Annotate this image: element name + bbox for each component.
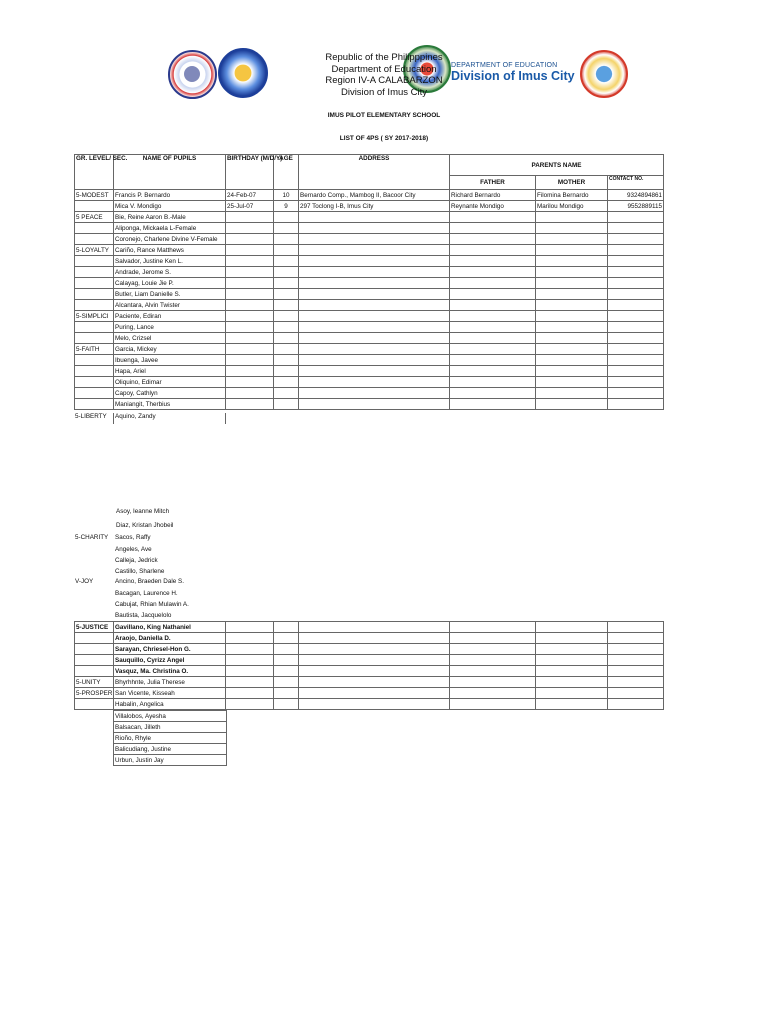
birthday-cell bbox=[226, 655, 274, 666]
pupil-name-cell: Bhyrhhnte, Julia Therese bbox=[114, 677, 226, 688]
loose-pupil-name: Sacos, Raffy bbox=[115, 534, 151, 541]
father-cell bbox=[450, 344, 536, 355]
age-cell bbox=[274, 677, 299, 688]
mother-cell bbox=[536, 267, 608, 278]
address-cell bbox=[299, 267, 450, 278]
section-cell bbox=[75, 256, 114, 267]
birthday-cell bbox=[226, 212, 274, 223]
address-cell bbox=[299, 245, 450, 256]
table-row bbox=[114, 711, 227, 722]
loose-pupil-name: Bautista, Jacquelolo bbox=[115, 612, 172, 619]
father-cell bbox=[450, 399, 536, 410]
address-cell bbox=[299, 677, 450, 688]
table-row bbox=[75, 344, 664, 355]
contact-cell bbox=[608, 633, 664, 644]
section-cell bbox=[75, 333, 114, 344]
table-row bbox=[75, 223, 664, 234]
table-row bbox=[75, 267, 664, 278]
birthday-cell bbox=[226, 245, 274, 256]
age-cell bbox=[274, 399, 299, 410]
birthday-cell bbox=[226, 355, 274, 366]
pupil-name-cell: Aliponga, Mickaela L-Female bbox=[114, 223, 226, 234]
col-name-header: NAME OF PUPILS bbox=[114, 155, 226, 190]
birthday-cell bbox=[226, 699, 274, 710]
table-row bbox=[75, 333, 664, 344]
contact-cell bbox=[608, 355, 664, 366]
birthday-cell bbox=[226, 677, 274, 688]
table-row bbox=[75, 212, 664, 223]
father-cell bbox=[450, 655, 536, 666]
section-cell bbox=[75, 267, 114, 278]
contact-cell bbox=[608, 256, 664, 267]
age-cell bbox=[274, 212, 299, 223]
age-cell: 10 bbox=[274, 190, 299, 201]
table-row bbox=[75, 245, 664, 256]
contact-cell bbox=[608, 366, 664, 377]
father-cell bbox=[450, 377, 536, 388]
table-row bbox=[75, 311, 664, 322]
section-cell bbox=[75, 655, 114, 666]
table-row bbox=[75, 666, 664, 677]
age-cell bbox=[274, 245, 299, 256]
section-cell: 5-JUSTICE bbox=[75, 622, 114, 633]
age-cell bbox=[274, 388, 299, 399]
pupil-name-cell: Francis P. Bernardo bbox=[114, 190, 226, 201]
table-row bbox=[75, 366, 664, 377]
section-cell bbox=[75, 289, 114, 300]
mother-cell bbox=[536, 633, 608, 644]
table-row bbox=[75, 278, 664, 289]
table-row bbox=[75, 300, 664, 311]
father-cell bbox=[450, 666, 536, 677]
age-cell: 9 bbox=[274, 201, 299, 212]
age-cell bbox=[274, 666, 299, 677]
col-contact-header: CONTACT NO. bbox=[608, 176, 664, 190]
father-cell bbox=[450, 289, 536, 300]
contact-cell bbox=[608, 388, 664, 399]
address-cell bbox=[299, 344, 450, 355]
address-cell bbox=[299, 666, 450, 677]
birthday-cell bbox=[226, 300, 274, 311]
age-cell bbox=[274, 622, 299, 633]
father-cell: Richard Bernardo bbox=[450, 190, 536, 201]
birthday-cell bbox=[226, 666, 274, 677]
pupil-name-cell: Cariño, Rance Matthews bbox=[114, 245, 226, 256]
pupil-name-cell: Gavillano, King Nathaniel bbox=[114, 622, 226, 633]
pupil-name-cell: Paciente, Ediran bbox=[114, 311, 226, 322]
table-row bbox=[75, 388, 664, 399]
liberty-left-border bbox=[113, 413, 114, 424]
birthday-cell bbox=[226, 256, 274, 267]
table-row bbox=[75, 256, 664, 267]
age-cell bbox=[274, 688, 299, 699]
address-cell bbox=[299, 278, 450, 289]
table-row bbox=[75, 190, 664, 201]
contact-cell bbox=[608, 644, 664, 655]
mother-cell bbox=[536, 366, 608, 377]
age-cell bbox=[274, 333, 299, 344]
contact-cell bbox=[608, 677, 664, 688]
address-cell bbox=[299, 644, 450, 655]
mother-cell bbox=[536, 622, 608, 633]
section-cell: 5-FAITH bbox=[75, 344, 114, 355]
mother-cell bbox=[536, 355, 608, 366]
address-cell bbox=[299, 223, 450, 234]
age-cell bbox=[274, 366, 299, 377]
birthday-cell bbox=[226, 644, 274, 655]
table-row bbox=[75, 655, 664, 666]
contact-cell bbox=[608, 278, 664, 289]
father-cell bbox=[450, 644, 536, 655]
contact-cell bbox=[608, 699, 664, 710]
mother-cell bbox=[536, 256, 608, 267]
pupil-name-cell: Hapa, Ariel bbox=[114, 366, 226, 377]
section-cell: 5-PROSPER bbox=[76, 689, 113, 697]
pupil-name-cell: Salvador, Justine Ken L. bbox=[114, 256, 226, 267]
pupil-name-cell: Calayag, Louie Jie P. bbox=[114, 278, 226, 289]
table-row bbox=[75, 644, 664, 655]
pupil-name-cell: Andrade, Jerome S. bbox=[114, 267, 226, 278]
loose-pupil-name: Asoy, Ieanne Mitch bbox=[116, 508, 170, 515]
birthday-cell bbox=[226, 388, 274, 399]
birthday-cell bbox=[226, 622, 274, 633]
age-cell bbox=[274, 655, 299, 666]
age-cell bbox=[274, 223, 299, 234]
liberty-section: 5-LIBERTY bbox=[75, 413, 107, 420]
mother-cell: Filomina Bernardo bbox=[536, 190, 608, 201]
father-cell bbox=[450, 278, 536, 289]
liberty-name: Aquino, Zandy bbox=[115, 413, 156, 420]
address-cell bbox=[299, 289, 450, 300]
birthday-cell: 25-Jul-07 bbox=[226, 201, 274, 212]
section-cell: 5-SIMPLICI bbox=[75, 311, 114, 322]
section-cell bbox=[75, 300, 114, 311]
section-cell bbox=[75, 388, 114, 399]
loose-pupil-name: Calleja, Jedrick bbox=[115, 557, 158, 564]
birthday-cell bbox=[226, 311, 274, 322]
father-cell bbox=[450, 677, 536, 688]
deped-big-text: Division of Imus City bbox=[451, 69, 575, 83]
father-cell bbox=[450, 633, 536, 644]
table-row bbox=[75, 633, 664, 644]
address-cell bbox=[299, 688, 450, 699]
mother-cell bbox=[536, 399, 608, 410]
pupil-name-cell: Balsacan, Jilleth bbox=[114, 722, 227, 733]
deped-small-text: DEPARTMENT OF EDUCATION bbox=[451, 62, 558, 69]
age-cell bbox=[274, 267, 299, 278]
address-cell bbox=[299, 655, 450, 666]
age-cell bbox=[274, 377, 299, 388]
contact-cell bbox=[608, 622, 664, 633]
header-line-1: Republic of the Philipppines bbox=[325, 52, 443, 63]
father-cell bbox=[450, 245, 536, 256]
mother-cell bbox=[536, 278, 608, 289]
father-cell bbox=[450, 366, 536, 377]
contact-cell bbox=[608, 245, 664, 256]
contact-cell bbox=[608, 377, 664, 388]
pupil-name-cell: San Vicente, Kisseah bbox=[114, 688, 226, 699]
contact-cell bbox=[608, 234, 664, 245]
contact-cell bbox=[608, 311, 664, 322]
pupil-name-cell: Puring, Lance bbox=[114, 322, 226, 333]
age-cell bbox=[274, 289, 299, 300]
section-cell bbox=[75, 355, 114, 366]
section-cell: 5 PEACE bbox=[75, 212, 114, 223]
age-cell bbox=[274, 344, 299, 355]
father-cell bbox=[450, 333, 536, 344]
father-cell bbox=[450, 355, 536, 366]
address-cell bbox=[299, 355, 450, 366]
contact-cell bbox=[608, 212, 664, 223]
section-cell bbox=[75, 223, 114, 234]
section-cell bbox=[75, 666, 114, 677]
age-cell bbox=[274, 699, 299, 710]
list-title: LIST OF 4PS ( SY 2017-2018) bbox=[339, 135, 429, 142]
table-row bbox=[75, 377, 664, 388]
header-line-2: Department of Education bbox=[331, 64, 437, 75]
father-cell bbox=[450, 311, 536, 322]
address-cell bbox=[299, 256, 450, 267]
col-mother-header: MOTHER bbox=[536, 176, 608, 190]
age-cell bbox=[274, 322, 299, 333]
age-cell bbox=[274, 633, 299, 644]
pupil-name-cell: Urbun, Justin Jay bbox=[114, 755, 227, 766]
father-cell bbox=[450, 223, 536, 234]
contact-cell bbox=[608, 300, 664, 311]
mother-cell bbox=[536, 644, 608, 655]
age-cell bbox=[274, 355, 299, 366]
address-cell: Bernardo Comp., Mambog II, Bacoor City bbox=[299, 190, 450, 201]
table-row bbox=[114, 722, 227, 733]
loose-pupil-name: Diaz, Kristan Jhobeil bbox=[116, 522, 174, 529]
age-cell bbox=[274, 311, 299, 322]
address-cell bbox=[299, 622, 450, 633]
col-address-header: ADDRESS bbox=[299, 155, 450, 190]
liberty-right-border bbox=[225, 413, 226, 424]
address-cell bbox=[299, 377, 450, 388]
birthday-cell bbox=[226, 688, 274, 699]
section-cell bbox=[75, 633, 114, 644]
mother-cell bbox=[536, 377, 608, 388]
col-parents-header: PARENTS NAME bbox=[450, 155, 664, 176]
loose-pupil-name: Bacagan, Laurence H. bbox=[115, 590, 178, 597]
contact-cell bbox=[608, 688, 664, 699]
pupils-table-2 bbox=[74, 621, 664, 710]
age-cell bbox=[274, 256, 299, 267]
pupil-name-cell: Coronejo, Charlene Divine V-Female bbox=[114, 234, 226, 245]
father-cell bbox=[450, 388, 536, 399]
address-cell: 297 Toclong I-B, Imus City bbox=[299, 201, 450, 212]
mother-cell bbox=[536, 333, 608, 344]
mother-cell bbox=[536, 666, 608, 677]
header-line-4: Division of Imus City bbox=[340, 87, 428, 98]
pupil-name-cell: Mica V. Mondigo bbox=[114, 201, 226, 212]
loose-pupil-name: Angeles, Ave bbox=[115, 546, 152, 553]
table-row bbox=[75, 622, 664, 633]
birthday-cell bbox=[226, 344, 274, 355]
age-cell bbox=[274, 300, 299, 311]
address-cell bbox=[299, 366, 450, 377]
pupil-name-cell: Garcia, Mickey bbox=[114, 344, 226, 355]
table-row bbox=[75, 355, 664, 366]
address-cell bbox=[299, 333, 450, 344]
pupil-name-cell: Sarayan, Chriesel-Hon G. bbox=[114, 644, 226, 655]
mother-cell bbox=[536, 223, 608, 234]
birthday-cell bbox=[226, 322, 274, 333]
contact-cell: 9552889115 bbox=[608, 201, 664, 212]
address-cell bbox=[299, 322, 450, 333]
mother-cell bbox=[536, 322, 608, 333]
pupil-name-cell: Alcantara, Alvin Twister bbox=[114, 300, 226, 311]
birthday-cell bbox=[226, 234, 274, 245]
section-cell: 5-UNITY bbox=[75, 677, 114, 688]
section-cell bbox=[75, 201, 114, 212]
birthday-cell bbox=[226, 377, 274, 388]
mother-cell bbox=[536, 344, 608, 355]
table-row bbox=[75, 688, 664, 699]
col-father-header: FATHER bbox=[450, 176, 536, 190]
father-cell bbox=[450, 300, 536, 311]
col-age-header: AGE bbox=[274, 155, 299, 190]
age-cell bbox=[274, 644, 299, 655]
address-cell bbox=[299, 399, 450, 410]
loose-pupil-name: Castillo, Sharlene bbox=[115, 568, 165, 575]
address-cell bbox=[299, 311, 450, 322]
age-cell bbox=[274, 278, 299, 289]
mother-cell bbox=[536, 699, 608, 710]
pupils-table bbox=[74, 154, 664, 410]
father-cell bbox=[450, 212, 536, 223]
table-row bbox=[114, 755, 227, 766]
father-cell bbox=[450, 234, 536, 245]
table-row bbox=[114, 744, 227, 755]
table-row bbox=[75, 699, 664, 710]
pupil-name-cell: Villalobos, Ayesha bbox=[114, 711, 227, 722]
pupil-name-cell: Maniangit, Therbius bbox=[114, 399, 226, 410]
contact-cell bbox=[608, 344, 664, 355]
age-cell bbox=[274, 234, 299, 245]
section-cell bbox=[75, 377, 114, 388]
birthday-cell bbox=[226, 223, 274, 234]
birthday-cell bbox=[226, 289, 274, 300]
contact-cell bbox=[608, 289, 664, 300]
section-cell bbox=[75, 234, 114, 245]
contact-cell bbox=[608, 267, 664, 278]
pupil-name-cell: Capoy, Cathlyn bbox=[114, 388, 226, 399]
mother-cell bbox=[536, 388, 608, 399]
contact-cell bbox=[608, 333, 664, 344]
pupil-name-cell: Butler, Liam Danielle S. bbox=[114, 289, 226, 300]
mother-cell bbox=[536, 245, 608, 256]
mother-cell bbox=[536, 234, 608, 245]
pupil-name-cell: Rioño, Rhyle bbox=[114, 733, 227, 744]
pupil-name-cell: Ibuenga, Javee bbox=[114, 355, 226, 366]
mother-cell bbox=[536, 677, 608, 688]
table-row bbox=[75, 289, 664, 300]
pupil-name-cell: Melo, Crizsel bbox=[114, 333, 226, 344]
mother-cell bbox=[536, 212, 608, 223]
birthday-cell bbox=[226, 267, 274, 278]
pupils-table-3 bbox=[113, 710, 227, 766]
address-cell bbox=[299, 699, 450, 710]
section-cell bbox=[75, 644, 114, 655]
loose-pupil-name: Cabujat, Rhian Mulawin A. bbox=[115, 601, 189, 608]
birthday-cell: 24-Feb-07 bbox=[226, 190, 274, 201]
birthday-cell bbox=[226, 399, 274, 410]
header-line-3: Region IV-A CALABARZON bbox=[325, 75, 443, 86]
contact-cell bbox=[608, 223, 664, 234]
mother-cell bbox=[536, 311, 608, 322]
col-grade-header: GR. LEVEL/ SEC. bbox=[75, 155, 114, 190]
birthday-cell bbox=[226, 278, 274, 289]
section-cell bbox=[75, 322, 114, 333]
pupil-name-cell: Vasquz, Ma. Christina O. bbox=[114, 666, 226, 677]
table-row bbox=[75, 234, 664, 245]
contact-cell bbox=[608, 655, 664, 666]
contact-cell bbox=[608, 399, 664, 410]
mother-cell bbox=[536, 688, 608, 699]
table-row bbox=[75, 399, 664, 410]
pupil-name-cell: Oliquino, Edimar bbox=[114, 377, 226, 388]
father-cell bbox=[450, 699, 536, 710]
mother-cell bbox=[536, 289, 608, 300]
father-cell bbox=[450, 622, 536, 633]
pupil-name-cell: Habalin, Angelica bbox=[114, 699, 226, 710]
pupil-name-cell: Bie, Reine Aaron B.-Male bbox=[114, 212, 226, 223]
father-cell bbox=[450, 267, 536, 278]
table-row bbox=[75, 677, 664, 688]
address-cell bbox=[299, 300, 450, 311]
father-cell: Reynante Mondigo bbox=[450, 201, 536, 212]
address-cell bbox=[299, 633, 450, 644]
mother-cell: Marilou Mondigo bbox=[536, 201, 608, 212]
address-cell bbox=[299, 234, 450, 245]
father-cell bbox=[450, 322, 536, 333]
pupil-name-cell: Araojo, Daniella D. bbox=[114, 633, 226, 644]
section-cell bbox=[75, 699, 114, 710]
mother-cell bbox=[536, 300, 608, 311]
col-birthday-header: BIRTHDAY (M/D/Y) bbox=[226, 155, 274, 190]
table-row bbox=[75, 322, 664, 333]
section-cell: 5-MODEST bbox=[75, 190, 114, 201]
father-cell bbox=[450, 688, 536, 699]
section-cell bbox=[75, 366, 114, 377]
section-cell: 5-LOYALTY bbox=[75, 245, 114, 256]
school-name: IMUS PILOT ELEMENTARY SCHOOL bbox=[327, 112, 441, 119]
birthday-cell bbox=[226, 366, 274, 377]
loose-pupil-name: Ancino, Braeden Dale S. bbox=[115, 578, 184, 585]
mother-cell bbox=[536, 655, 608, 666]
birthday-cell bbox=[226, 333, 274, 344]
contact-cell bbox=[608, 666, 664, 677]
pupil-name-cell: Sauquillo, Cyrizz Angel bbox=[114, 655, 226, 666]
section-cell bbox=[75, 399, 114, 410]
address-cell bbox=[299, 212, 450, 223]
contact-cell bbox=[608, 322, 664, 333]
pupil-name-cell: Balicudiang, Justine bbox=[114, 744, 227, 755]
address-cell bbox=[299, 388, 450, 399]
contact-cell: 9324894861 bbox=[608, 190, 664, 201]
table-row bbox=[114, 733, 227, 744]
loose-section-label: 5-CHARITY bbox=[75, 534, 109, 541]
birthday-cell bbox=[226, 633, 274, 644]
table-row bbox=[75, 201, 664, 212]
loose-section-label: V-JOY bbox=[75, 578, 94, 585]
section-cell bbox=[75, 278, 114, 289]
father-cell bbox=[450, 256, 536, 267]
